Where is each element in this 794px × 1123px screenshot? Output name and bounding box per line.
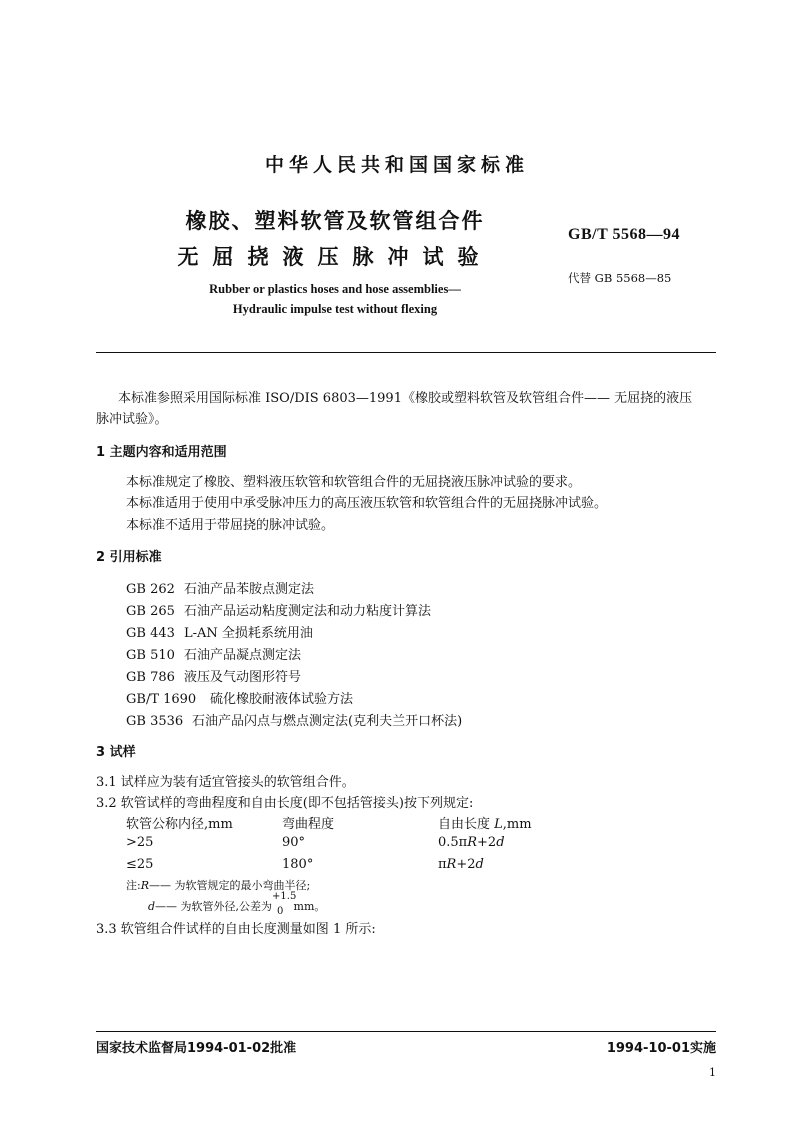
ref-item (126, 644, 301, 663)
title-en-line2: Hydraulic impulse test without flexing (232, 302, 438, 316)
ref-code: GB 3536 (126, 714, 184, 729)
title-en-line1: Rubber or plastics hoses and hose assemblies— (209, 282, 461, 296)
table-cell-length: πR+2d (438, 857, 484, 872)
ref-title: 石油产品凝点测定法 (184, 648, 302, 663)
footer-divider (96, 1031, 716, 1032)
ref-code: GB 510 (126, 648, 175, 663)
replaces-note: 代替 GB 5568—85 (568, 271, 672, 285)
table-cell-bend: 90° (282, 835, 306, 850)
national-standard-heading: 中华人民共和国国家标准 (264, 154, 529, 176)
ref-code: GB 786 (126, 670, 175, 685)
ref-title: L-AN 全损耗系统用油 (184, 626, 313, 641)
ref-item (126, 666, 301, 685)
clause-3-1: 3.1 试样应为装有适宜管接头的软管组合件。 (96, 775, 355, 790)
approval-date: 国家技术监督局1994-01-02批准 (96, 1041, 297, 1056)
ref-title: 硫化橡胶耐液体试验方法 (210, 692, 354, 707)
header-divider (96, 352, 716, 353)
table-header-bend: 弯曲程度 (282, 817, 335, 832)
ref-item (126, 710, 462, 729)
note-r: 注:R—— 为软管规定的最小弯曲半径; (126, 879, 311, 892)
section1-p2: 本标准适用于使用中承受脉冲压力的高压液压软管和软管组合件的无屈挠脉冲试验。 (126, 496, 608, 511)
section2-heading: 2 引用标准 (96, 550, 162, 565)
clause-3-3: 3.3 软管组合件试样的自由长度测量如图 1 所示: (96, 922, 376, 937)
ref-item (126, 578, 314, 597)
ref-title: 石油产品苯胺点测定法 (184, 582, 315, 597)
title-cn-line2: 无屈挠液压脉冲试验 (177, 245, 493, 269)
table-header-length: 自由长度 L,mm (438, 817, 532, 832)
ref-code: GB 265 (126, 604, 175, 619)
section1-p3: 本标准不适用于带屈挠的脉冲试验。 (126, 518, 335, 533)
clause-3-2: 3.2 软管试样的弯曲程度和自由长度(即不包括管接头)按下列规定: (96, 796, 474, 811)
page-number: 1 (709, 1066, 716, 1079)
intro-line2: 脉冲试验》。 (96, 412, 168, 427)
note-d: d—— 为软管外径,公差为 +1.5 0 mm。 (148, 891, 326, 917)
standard-code: GB/T 5568—94 (568, 226, 680, 243)
ref-title: 液压及气动图形符号 (184, 670, 302, 685)
tolerance-fraction: +1.5 0 (272, 891, 297, 917)
section3-heading: 3 试样 (96, 745, 136, 760)
ref-code: GB 262 (126, 582, 175, 597)
table-cell-diameter: ≤25 (126, 857, 154, 872)
intro-line1: 本标准参照采用国际标准 ISO/DIS 6803—1991《橡胶或塑料软管及软管组合件—— 无屈挠的液压 (118, 391, 693, 406)
implementation-date: 1994-10-01实施 (606, 1041, 716, 1056)
ref-code: GB/T 1690 (126, 692, 197, 707)
table-cell-diameter: >25 (126, 835, 154, 850)
ref-item (126, 600, 431, 619)
ref-title: 石油产品闪点与燃点测定法(克利夫兰开口杯法) (192, 714, 463, 729)
ref-title: 石油产品运动粘度测定法和动力粘度计算法 (184, 604, 432, 619)
ref-item (126, 622, 313, 641)
table-header-diameter: 软管公称内径,mm (126, 817, 233, 832)
section1-p1: 本标准规定了橡胶、塑料液压软管和软管组合件的无屈挠液压脉冲试验的要求。 (126, 475, 582, 490)
ref-item (126, 688, 353, 707)
table-cell-length: 0.5πR+2d (438, 835, 505, 850)
ref-code: GB 443 (126, 626, 175, 641)
section1-heading: 1 主题内容和适用范围 (96, 445, 227, 460)
table-cell-bend: 180° (282, 857, 314, 872)
title-cn-line1: 橡胶、塑料软管及软管组合件 (185, 209, 485, 233)
